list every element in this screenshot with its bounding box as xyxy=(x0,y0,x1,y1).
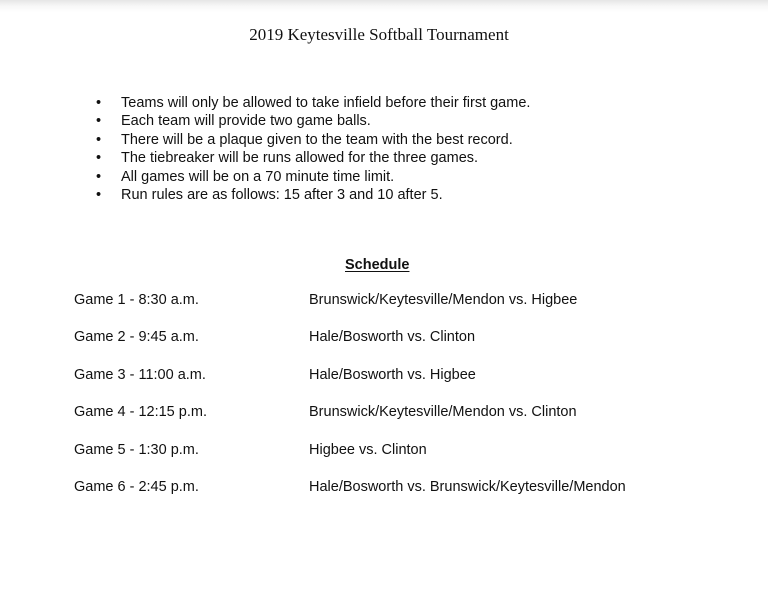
rules-list xyxy=(96,94,530,204)
schedule-row xyxy=(74,479,714,516)
bullet-icon: • xyxy=(96,95,102,111)
rule-item xyxy=(96,131,530,149)
rule-text: Teams will only be allowed to take infield before their first game. xyxy=(121,95,531,111)
bullet-icon: • xyxy=(96,168,102,185)
schedule-list xyxy=(74,292,714,516)
game-time: Game 3 - 11:00 a.m. xyxy=(74,366,206,383)
game-matchup: Brunswick/Keytesville/Mendon vs. Clinton xyxy=(309,404,577,421)
rule-item xyxy=(96,112,530,130)
rule-item xyxy=(96,94,530,112)
game-time: Game 5 - 1:30 p.m. xyxy=(74,441,199,458)
game-time: Game 6 - 2:45 p.m. xyxy=(74,478,199,495)
schedule-row xyxy=(74,404,714,441)
rule-item xyxy=(96,149,530,167)
schedule-heading: Schedule xyxy=(345,257,410,273)
viewer-top-shadow xyxy=(0,0,768,12)
bullet-icon: • xyxy=(96,113,102,130)
rule-text: Run rules are as follows: 15 after 3 and 10 after 5. xyxy=(121,187,443,204)
schedule-row xyxy=(74,292,714,329)
schedule-row xyxy=(74,367,714,404)
schedule-row xyxy=(74,329,714,366)
bullet-icon: • xyxy=(96,131,102,148)
rule-text: All games will be on a 70 minute time limit. xyxy=(121,168,395,185)
rule-text: Each team will provide two game balls. xyxy=(121,113,371,130)
bullet-icon: • xyxy=(96,187,102,204)
game-time: Game 1 - 8:30 a.m. xyxy=(74,292,199,308)
rule-text: There will be a plaque given to the team with the best record. xyxy=(121,131,513,148)
game-matchup: Higbee vs. Clinton xyxy=(309,441,427,458)
game-matchup: Brunswick/Keytesville/Mendon vs. Higbee xyxy=(309,292,578,308)
game-matchup: Hale/Bosworth vs. Clinton xyxy=(309,329,476,346)
rule-item xyxy=(96,168,530,186)
document-title: 2019 Keytesville Softball Tournament xyxy=(249,25,509,44)
rule-text: The tiebreaker will be runs allowed for the three games. xyxy=(121,150,479,167)
game-matchup: Hale/Bosworth vs. Brunswick/Keytesville/Mendon xyxy=(309,478,626,495)
game-matchup: Hale/Bosworth vs. Higbee xyxy=(309,366,476,383)
game-time: Game 4 - 12:15 p.m. xyxy=(74,404,207,421)
schedule-row xyxy=(74,442,714,479)
bullet-icon: • xyxy=(96,150,102,167)
rule-item xyxy=(96,186,530,204)
game-time: Game 2 - 9:45 a.m. xyxy=(74,329,199,346)
